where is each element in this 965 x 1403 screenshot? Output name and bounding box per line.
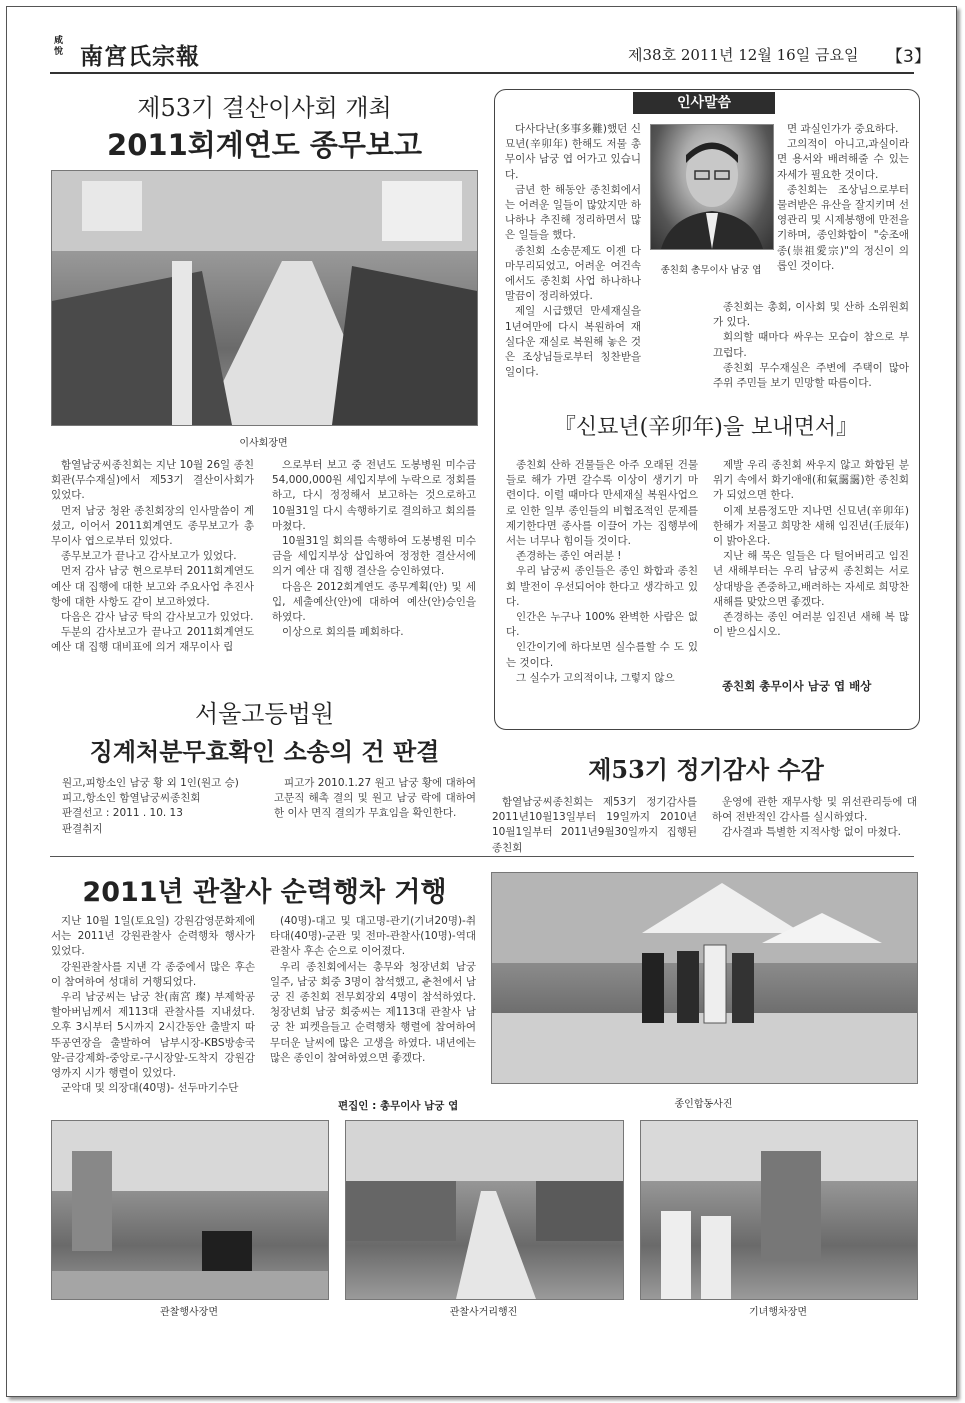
- article2-col1: [62, 776, 262, 837]
- ceremony-illustration: [52, 1121, 328, 1299]
- article3-title: 제53기 정기감사 수감: [588, 755, 824, 784]
- paragraph: 면 과실인가가 중요하다.: [787, 123, 899, 135]
- paragraph: 존경하는 종인 여러분 임진년 새해 복 많이 받으십시오.: [713, 611, 909, 639]
- case-line: 원고,피항소인 남궁 황 외 1인(원고 승): [62, 777, 239, 789]
- parade-illustration: [346, 1121, 623, 1299]
- gisaeng-illustration: [641, 1121, 917, 1299]
- paragraph: 종무보고가 끝나고 감사보고가 있었다.: [61, 550, 237, 563]
- article1-title: 2011회계연도 종무보고: [107, 128, 422, 162]
- gisaeng-photo: [640, 1120, 918, 1300]
- ceremony-photo-caption: 관찰행사장면: [160, 1307, 218, 1318]
- paragraph: 함열남궁씨종친회는 제53기 정기감사를 2011년10월13일부터 19일까지 2010년 10월1일부터 2011년9월30일까지 집행된 종친회: [492, 796, 697, 854]
- paragraph: 다음은 감사 남궁 탁의 감사보고가 있었다.: [61, 611, 254, 624]
- greeting-label: 인사말씀: [633, 92, 775, 114]
- greeting-col4: [713, 458, 909, 640]
- paragraph: 피고가 2010.1.27 원고 남궁 황에 대하여 고문직 해촉 결의 및 원고 남궁 락에 대하여 한 이사 면직 결의가 무효임을 확인한다.: [274, 777, 476, 820]
- paragraph: 지난 10월 1일(토요일) 강원감영문화제에서는 2011년 강원관찰사 순력행차 행사가 있었다.: [51, 915, 255, 958]
- article3-col1: [492, 795, 697, 856]
- paragraph: 존경하는 종인 여러분 !: [516, 550, 622, 563]
- board-meeting-photo: [51, 170, 478, 426]
- greeting-col2: [777, 122, 909, 274]
- paragraph: 우리 종친회에서는 총무와 청장년회 남궁 일주, 남궁 회중 3명이 참석했고, 춘천에서 남궁 진 종친회 전무회장외 4명이 참석하였다. 청장년회 남궁 회중씨는 제113대 관찰사 남궁 찬 피켓을들고 순력행차 행렬에 참여하여 무더운 날씨에 많은 고생을 하였다. 내년에는 많은 종인이 참여하였으면 좋겠다.: [270, 960, 476, 1064]
- paragraph: 두분의 감사보고가 끝나고 2011회계연도 예산 대 집행 대비표에 의거 재무이사 립: [51, 626, 254, 654]
- case-line: 피고,항소인 함열남궁씨종친회: [62, 792, 201, 805]
- paragraph: 우리 남궁씨 종인들은 종인 화합과 종친회 발전이 우선되어야 한다고 생각하고 있다.: [506, 565, 698, 608]
- paragraph: 제발 우리 종친회 싸우지 않고 화합된 분위기 속에서 화기애애(和氣靄靄)한 종친회가 되었으면 한다.: [713, 459, 909, 502]
- paragraph: 함열남궁씨종친회는 지난 10월 26일 종친회관(무수재실)에서 제53기 결산이사회가 있었다.: [51, 459, 254, 502]
- paragraph: 강원관찰사를 지낸 각 종중에서 많은 후손이 참여하여 성대히 거행되었다.: [51, 960, 255, 988]
- article2-subtitle: 서울고등법원: [194, 700, 335, 728]
- page-number: 【3】: [886, 47, 931, 67]
- portrait-caption: 종친회 총무이사 남궁 엽: [660, 265, 762, 276]
- paragraph: 이제 보름정도만 지나면 신묘년(辛卯年) 한해가 저물고 희망찬 새해 임진년(壬辰年)이 밝아온다.: [713, 504, 909, 548]
- case-line: 판결선고 : 2011 . 10. 13: [62, 807, 183, 820]
- paragraph: 지난 해 묵은 일들은 다 털어버리고 임진년 새해부터는 우리 남궁씨 종친회는 서로 상대방을 존중하고,배려하는 자세로 희망찬 새해를 맞았으면 좋겠다.: [713, 550, 909, 608]
- article2-col2: [274, 776, 476, 822]
- paragraph: 종친회 산하 건물들은 아주 오래된 건물들로 해가 가면 갈수록 이상이 생기기 마련이다. 이럴 때마다 만세재실 복원사업으로 인한 일부 종인들의 비협조적인 문제를 제기한다면 종사를 이끌어 가는 집행부에서는 너무나 힘이들 것이다.: [506, 459, 698, 548]
- person-illustration: [651, 125, 773, 249]
- greeting-col3: [506, 458, 698, 686]
- case-line: 판결취지: [62, 822, 103, 835]
- paragraph: 종친회 무수재실은 주변에 주택이 많아 주위 주민들 보기 민망할 따름이다.: [713, 361, 909, 390]
- paragraph: 운영에 관한 재무사항 및 위선관리등에 대하여 전반적인 감사를 실시하였다.: [712, 796, 917, 824]
- article1-col1: [51, 458, 254, 656]
- greeting-title: 『신묘년(辛卯年)을 보내면서』: [553, 415, 859, 440]
- paragraph: 군악대 및 의장대(40명)- 선두마기수단: [61, 1082, 239, 1095]
- section-divider: [50, 856, 914, 857]
- article4-col1: [51, 914, 255, 1096]
- portrait-photo: [650, 124, 774, 250]
- article1-col2: [272, 458, 476, 640]
- paragraph: 으로부터 보고 중 전년도 도봉병원 미수금 54,000,000원 세입지부에 누락으로 정회를 하고, 다시 정정해서 보고하는 것으로하고 10월31일 다시 속행하기로 결의하고 회의를 마쳤다.: [272, 459, 476, 532]
- parade-photo-caption: 관찰사거리행진: [449, 1307, 518, 1318]
- issue-date: 제38호 2011년 12월 16일 금요일: [628, 46, 859, 64]
- paragraph: 그 실수가 고의적이냐, 그렇지 않으: [516, 671, 675, 684]
- group-illustration: [492, 873, 917, 1083]
- paragraph: 인간은 누구나 100% 완벽한 사람은 없다.: [506, 611, 698, 639]
- paragraph: 우리 남궁씨는 남궁 찬(南宮 璨) 부제학공 할아버님께서 제113대 관찰사를 지내셨다. 오후 3시부터 5시까지 2시간동안 출발지 따뚜공연장을 출발하여 남부시장-KBS방송국 앞-금강제화-중앙로-구시장앞-도착지 강원감영까지 시가 행렬이 있었다.: [51, 991, 255, 1080]
- article2-title: 징계처분무효확인 소송의 건 판결: [89, 737, 440, 766]
- article1-photo-caption: 이사회장면: [239, 438, 288, 449]
- paragraph: 금년 한 해동안 종친회에서는 어려운 일들이 많았지만 하나하나 추진해 정리하면서 많은 일들을 했다.: [505, 183, 641, 242]
- paragraph: 먼저 감사 남궁 현으로부터 2011회계연도 예산 대 집행에 대한 보고와 주요사업 추진사항에 대한 사항도 같이 보고하였다.: [51, 565, 254, 608]
- greeting-signature: 종친회 총무이사 남궁 엽 배상: [722, 679, 872, 693]
- paragraph: 감사결과 특별한 지적사항 없이 마쳤다.: [722, 826, 901, 839]
- greeting-col1: [505, 122, 641, 380]
- paragraph: 먼저 남궁 청완 종친회장의 인사말씀이 계셨고, 이어서 2011회계연도 종무보고가 총무이사 엽으로부터 있었다.: [51, 504, 254, 548]
- paragraph: 10월31일 회의를 속행하여 도봉병원 미수금을 세입지부상 삽입하여 정정한 결산서에 의거 예산 대 집행 결산을 승인하였다.: [272, 535, 476, 578]
- paragraph: 종친회 소송문제도 이젠 다 마무리되었고, 어려운 여건속에서도 종친회 사업 하나하나 말끔이 정리하였다.: [505, 244, 641, 303]
- gisaeng-photo-caption: 기녀행차장면: [749, 1307, 807, 1318]
- article1-subtitle: 제53기 결산이사회 개최: [137, 94, 392, 122]
- meeting-illustration: [52, 171, 477, 425]
- article4-title: 2011년 관찰사 순력행차 거행: [82, 877, 447, 908]
- paragraph: 종친회는 조상님으로부터 물려받은 유산을 잘지키며 선영관리 및 시제봉행에 만전을 기하며, 종인화합이 "숭조애종(崇祖愛宗)"의 정신이 의롭인 것이다.: [777, 183, 909, 272]
- paragraph: 다음은 2012회계연도 종무계획(안) 및 세입, 세출예산(안)에 대하여 예산(안)승인을 하였다.: [272, 580, 476, 624]
- paragraph: 종친회는 총회, 이사회 및 산하 소위원회가 있다.: [713, 301, 909, 329]
- masthead-rule: [50, 72, 914, 74]
- parade-photo: [345, 1120, 624, 1300]
- masthead-mark: 咸悅: [54, 36, 64, 57]
- paragraph: 고의적이 아니고,과실이라면 용서와 배려해줄 수 있는 자세가 필요한 것이다.: [777, 138, 909, 181]
- editor-credit: 편집인 : 총무이사 남궁 엽: [338, 1100, 459, 1112]
- paragraph: 다사다난(多事多難)했던 신묘년(辛卯年) 한해도 저물 총무이사 남궁 엽 어가고 있습니다.: [505, 123, 641, 181]
- paragraph: 제일 시급했던 만세재실을 1년여만에 다시 복원하여 재실다운 재실로 복원해 놓은 것은 조상님들로부터 칭찬받을 일이다.: [505, 305, 641, 379]
- newspaper-logo: 南宮氏宗報: [80, 43, 200, 70]
- paragraph: 이상으로 회의를 폐회하다.: [282, 626, 404, 639]
- paragraph: (40명)-대고 및 대고명-관기(기녀20명)-취타대(40명)-군관 및 전마-관찰사(10명)-역대관찰사 후손 순으로 이어졌다.: [270, 915, 476, 958]
- ceremony-photo: [51, 1120, 329, 1300]
- article3-col2: [712, 795, 917, 841]
- group-photo: [491, 872, 918, 1084]
- paragraph: 인간이기에 하다보면 실수를할 수 도 있는 것이다.: [506, 641, 698, 669]
- article4-col2: [270, 914, 476, 1066]
- group-photo-caption: 종인합동사진: [674, 1099, 733, 1110]
- greeting-col2-cont: [713, 300, 909, 391]
- paragraph: 회의할 때마다 싸우는 모습이 참으로 부끄럽다.: [713, 331, 909, 359]
